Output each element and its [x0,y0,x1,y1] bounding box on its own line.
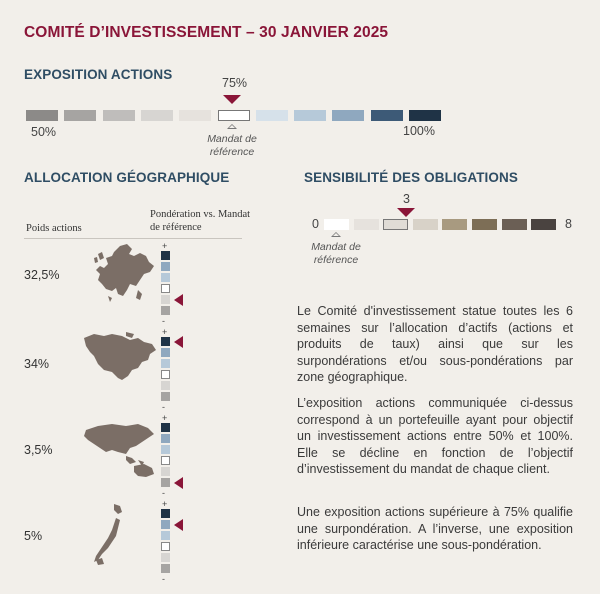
weight-cell [161,337,170,346]
exposition-value-label: 75% [222,76,248,90]
region-weight-bar [161,413,191,498]
exposition-max-label: 100% [403,124,435,138]
minus-sign: - [162,488,165,498]
plus-sign: + [162,241,168,251]
col-weight-header: Poids actions [26,223,82,234]
scale-segment [531,219,556,230]
page-title: COMITÉ D’INVESTISSEMENT – 30 JANVIER 2025 [24,24,389,41]
sensibilite-ref-note: Mandat de référence [311,241,361,266]
weight-cell [161,553,170,562]
weight-cell [161,262,170,271]
sensibilite-ref-caret-icon [331,232,341,237]
region-row-north-america [24,327,254,412]
scale-segment [324,219,349,230]
weight-cell [161,478,170,487]
scale-segment [332,110,364,121]
weight-cell [161,564,170,573]
col-ponderation-header: Pondération vs. Mandat de référence [150,209,251,233]
plus-sign: + [162,413,168,423]
sensibilite-scale [324,219,558,231]
weight-cell [161,381,170,390]
ponderation-marker-icon [174,294,183,306]
region-row-japan [24,499,254,584]
scale-segment [103,110,135,121]
exposition-marker-icon [223,95,241,104]
region-pct: 3,5% [24,443,53,457]
scale-segment [442,219,467,230]
weight-cell [161,251,170,260]
region-weight-bar [161,241,191,326]
scale-segment [354,219,379,230]
weight-cell [161,273,170,282]
region-pct: 5% [24,529,43,543]
ponderation-marker-icon [174,477,183,489]
exposition-scale [26,110,438,122]
weight-cell [161,423,170,432]
exposition-ref-note: Mandat de référence [207,133,257,158]
scale-segment [413,219,438,230]
minus-sign: - [162,402,165,412]
scale-segment [179,110,211,121]
region-weight-bar [161,499,191,584]
region-row-asia [24,413,254,498]
region-pct: 34% [24,357,50,371]
asia-map-icon [82,422,158,478]
region-pct: 32,5% [24,268,60,282]
weight-cell [161,509,170,518]
paragraph-exposition: L’exposition actions communiquée ci-dessus correspond à un portefeuille ayant pour objectif un investissement actions entre 50% et 100%. Elle se décline en fonction de l’objectif d’investissement du mandat de chaque client. [297,396,573,476]
ponderation-marker-icon [174,519,183,531]
weight-cell [161,284,170,293]
weight-cell [161,520,170,529]
weight-cell [161,542,170,551]
sensibilite-marker-icon [397,208,415,217]
region-row-europe [24,241,254,326]
scale-segment [256,110,288,121]
scale-segment [26,110,58,121]
sensibilite-heading: SENSIBILITÉ DES OBLIGATIONS [304,170,518,185]
scale-segment [218,110,250,121]
japan-map-icon [92,502,132,566]
scale-segment [371,110,403,121]
sensibilite-max-label: 8 [565,217,572,231]
weight-cell [161,531,170,540]
exposition-ref-caret-icon [227,124,237,129]
sensibilite-min-label: 0 [312,217,319,231]
scale-segment [502,219,527,230]
weight-cell [161,370,170,379]
weight-cell [161,434,170,443]
weight-cell [161,295,170,304]
minus-sign: - [162,574,165,584]
scale-segment [294,110,326,121]
weight-cell [161,348,170,357]
weight-cell [161,359,170,368]
weight-cell [161,445,170,454]
scale-segment [141,110,173,121]
exposition-min-label: 50% [31,125,57,139]
paragraph-comite: Le Comité d'investissement statue toutes les 6 semaines sur l’allocation d’actifs (actions et produits de taux) ainsi que sur les surpondérations et/ou sous-pondérations par zone géographique. [297,304,573,384]
paragraph-surponderation: Une exposition actions supérieure à 75% qualifie une surpondération. A l’inverse, une exposition inférieure caractérise une sous-pondération. [297,505,573,552]
ponderation-marker-icon [174,336,183,348]
weight-cell [161,467,170,476]
minus-sign: - [162,316,165,326]
weight-cell [161,456,170,465]
allocation-heading: ALLOCATION GÉOGRAPHIQUE [24,170,230,185]
region-weight-bar [161,327,191,412]
allocation-divider [24,238,242,239]
europe-map-icon [94,244,156,302]
scale-segment [64,110,96,121]
north-america-map-icon [82,332,158,382]
scale-segment [409,110,441,121]
exposition-heading: EXPOSITION ACTIONS [24,67,173,82]
scale-segment [472,219,497,230]
plus-sign: + [162,327,168,337]
sensibilite-value-label: 3 [403,192,410,206]
plus-sign: + [162,499,168,509]
scale-segment [383,219,408,230]
weight-cell [161,392,170,401]
weight-cell [161,306,170,315]
